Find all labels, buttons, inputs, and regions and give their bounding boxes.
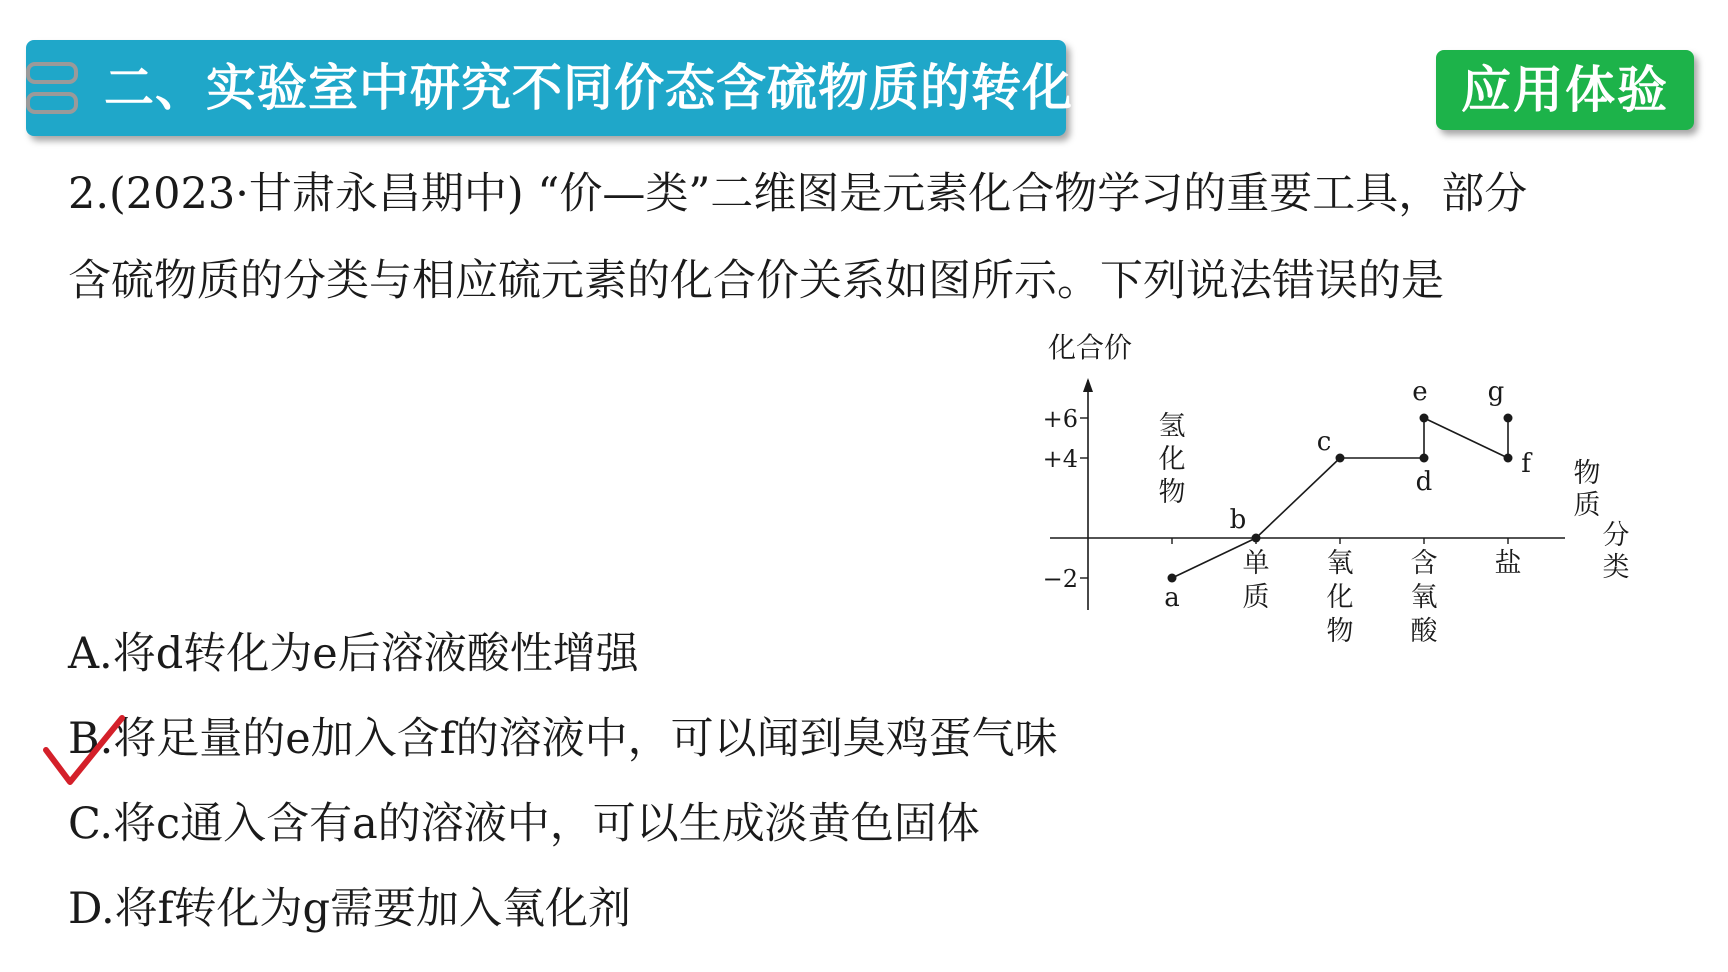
- x-category-label: 物: [1326, 616, 1354, 647]
- data-point: [1420, 414, 1429, 423]
- data-point: [1420, 454, 1429, 463]
- application-badge: 应用体验: [1436, 50, 1694, 130]
- x-category-label: 盐: [1494, 548, 1522, 579]
- data-point: [1168, 574, 1177, 583]
- question-line-2: 含硫物质的分类与相应硫元素的化合价关系如图所示。下列说法错误的是: [68, 256, 1444, 306]
- x-category-label: 氧: [1410, 582, 1438, 613]
- data-label: e: [1412, 377, 1428, 407]
- x-category-label: 化: [1158, 444, 1186, 475]
- binder-ring-icon: [26, 62, 78, 84]
- x-category-label: 质: [1242, 582, 1270, 613]
- series-line: [1424, 418, 1508, 458]
- y-tick-label: +4: [1042, 445, 1078, 473]
- data-point: [1504, 454, 1513, 463]
- option-a: A.将d转化为e后溶液酸性增强: [68, 629, 639, 679]
- y-tick-label: +6: [1042, 405, 1078, 433]
- x-category-label: 物: [1158, 477, 1186, 508]
- x-axis-title-char: 类: [1602, 552, 1630, 583]
- y-axis-title: 化合价: [1047, 331, 1133, 364]
- data-point: [1504, 414, 1513, 423]
- data-label: c: [1316, 427, 1332, 457]
- x-axis-title-char: 物: [1573, 458, 1601, 489]
- y-axis-arrow-icon: [1083, 378, 1093, 392]
- data-label: f: [1521, 449, 1531, 479]
- data-label: a: [1164, 583, 1180, 613]
- data-point: [1252, 534, 1261, 543]
- x-category-label: 化: [1326, 582, 1354, 613]
- series-line: [1256, 458, 1340, 538]
- section-title: 二、实验室中研究不同价态含硫物质的转化: [104, 59, 1073, 117]
- option-b: B.将足量的e加入含f的溶液中，可以闻到臭鸡蛋气味: [68, 714, 1058, 764]
- option-d: D.将f转化为g需要加入氧化剂: [68, 884, 632, 934]
- data-label: g: [1487, 377, 1505, 407]
- y-tick-label: −2: [1042, 565, 1078, 593]
- x-category-label: 酸: [1410, 616, 1438, 647]
- check-mark-icon: [40, 712, 140, 792]
- data-label: b: [1229, 505, 1247, 535]
- binder-ring-icon: [26, 92, 78, 114]
- option-c: C.将c通入含有a的溶液中，可以生成淡黄色固体: [68, 799, 980, 849]
- section-banner: [26, 40, 1073, 136]
- x-axis-title-char: 分: [1602, 520, 1630, 551]
- data-point: [1336, 454, 1345, 463]
- data-label: d: [1415, 467, 1433, 497]
- x-axis-title-char: 质: [1573, 490, 1601, 521]
- valence-class-chart: [1020, 320, 1640, 650]
- x-category-label: 氢: [1158, 411, 1186, 442]
- question-line-1: 2.(2023·甘肃永昌期中) “价—类”二维图是元素化合物学习的重要工具，部分: [68, 169, 1528, 219]
- x-category-label: 单: [1242, 548, 1270, 579]
- x-category-label: 含: [1410, 548, 1438, 579]
- x-category-label: 氧: [1326, 548, 1354, 579]
